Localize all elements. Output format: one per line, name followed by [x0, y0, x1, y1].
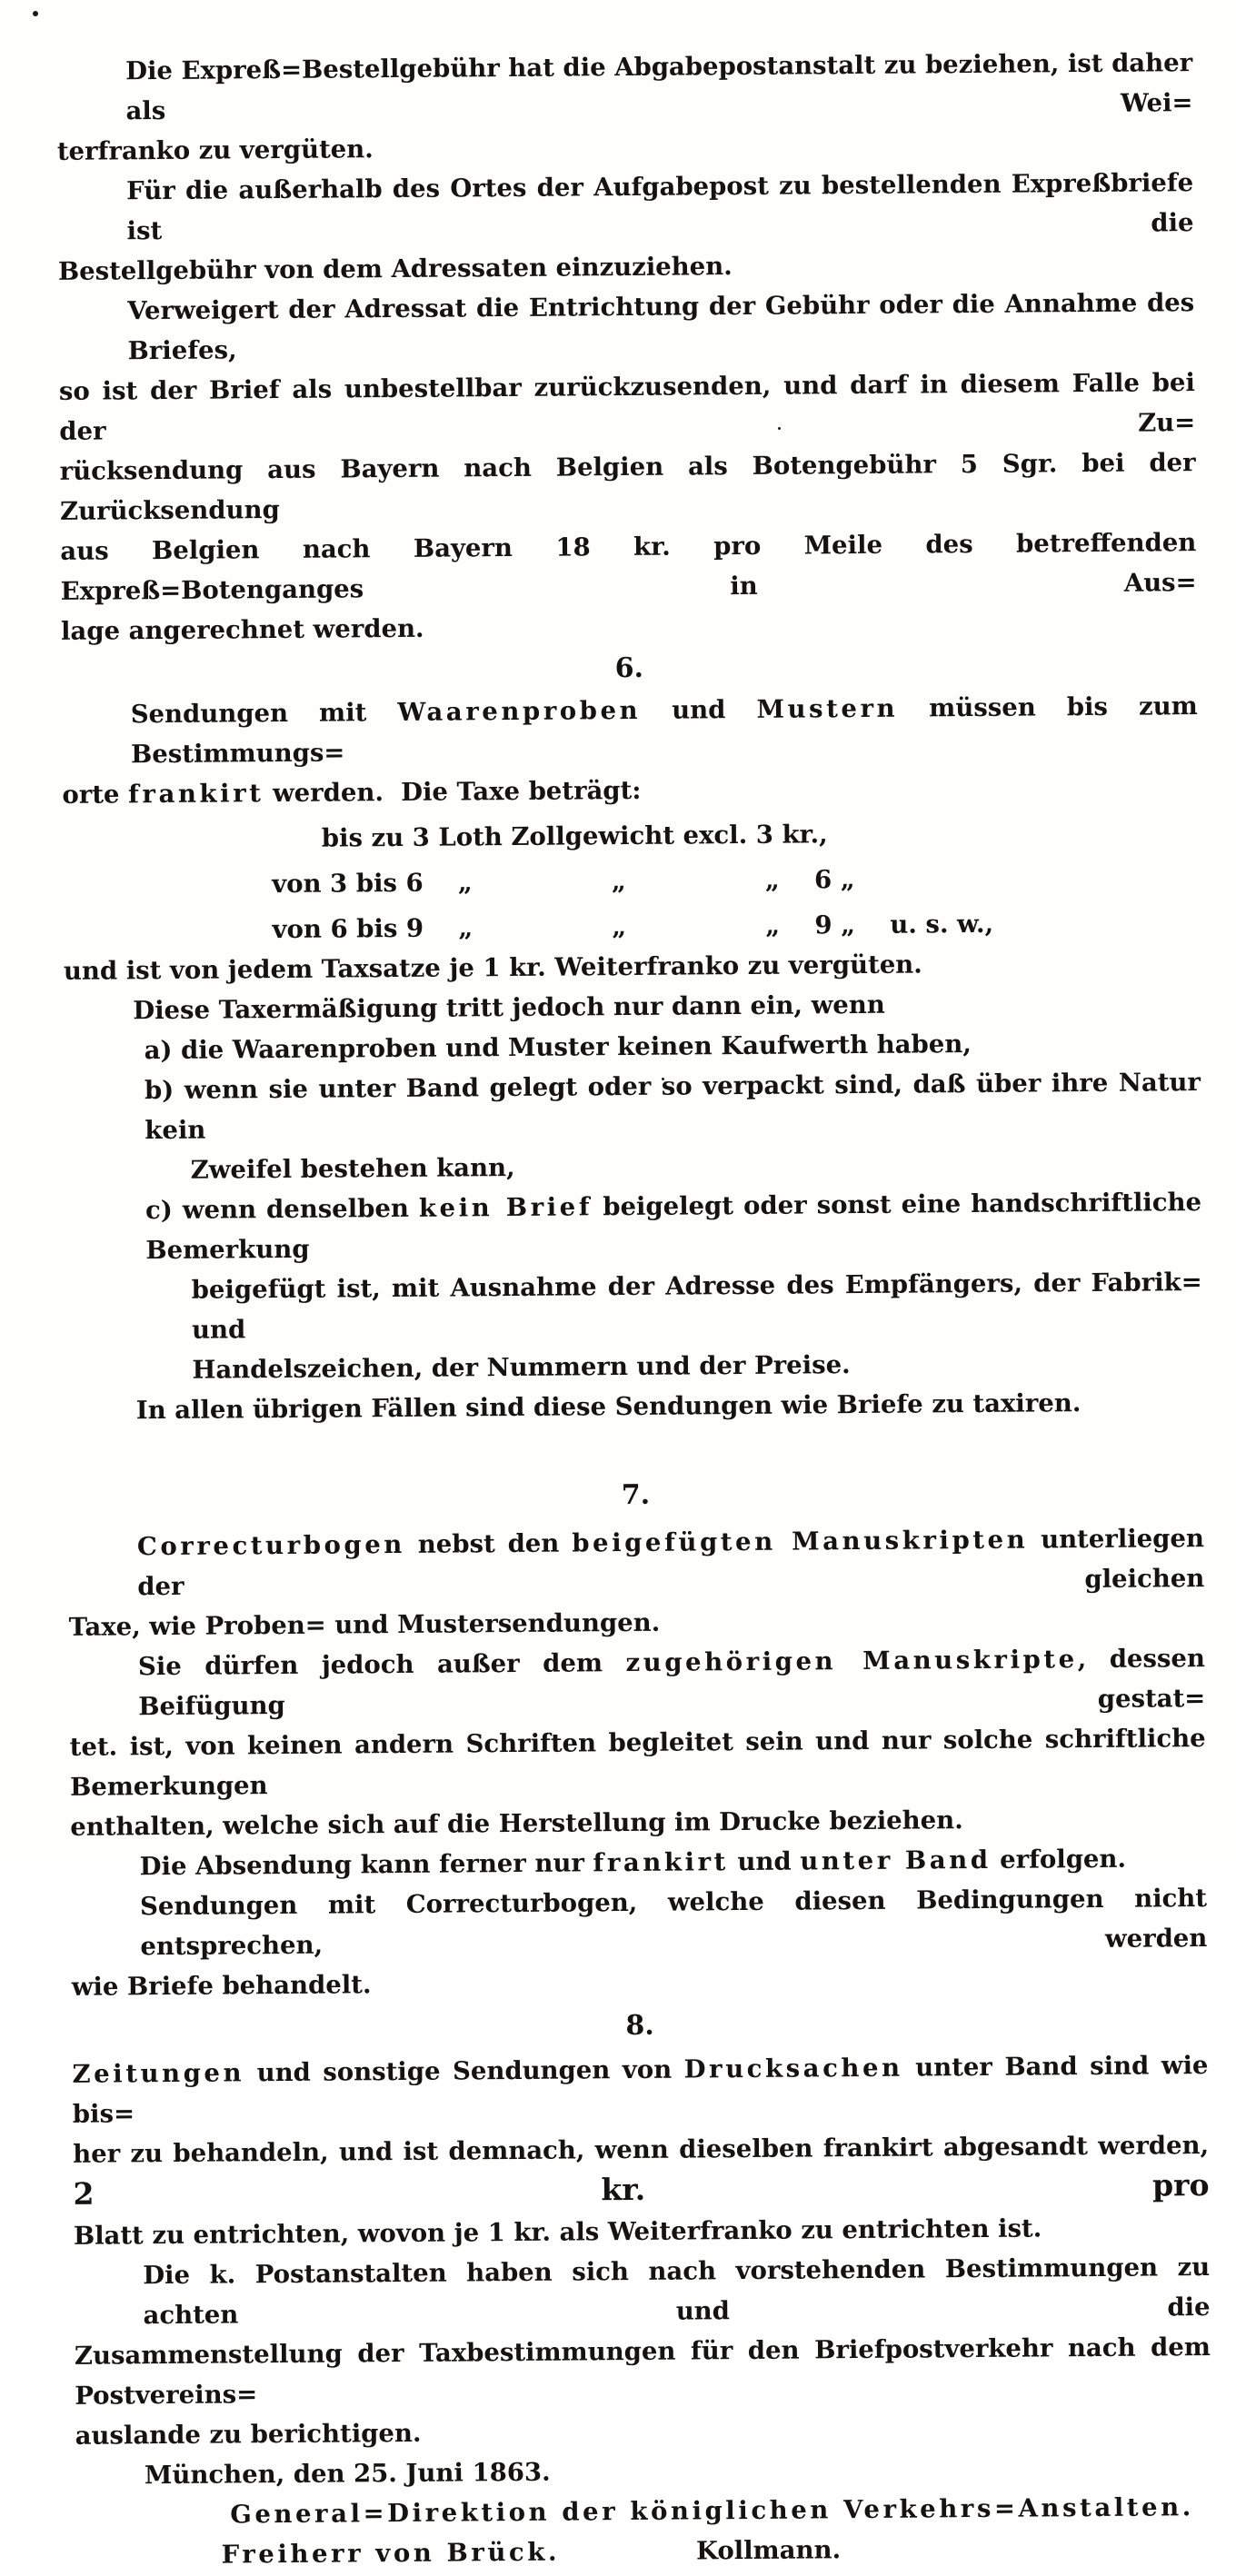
- emphasized-text: frankirt: [127, 779, 264, 810]
- text-segment: Zusammenstellung der Taxbestimmungen für den Briefpostverkehr nach dem Postvereins=: [74, 2332, 1211, 2411]
- emphasized-text: Mustern: [756, 693, 899, 724]
- text-line: [56, 43, 1193, 132]
- text-segment: , dessen Beifügung gestat=: [138, 1644, 1206, 1722]
- text-segment: auslande zu berichtigen.: [75, 2418, 422, 2451]
- section-number: 7.: [621, 1478, 651, 1512]
- emphasized-text: unter Band: [800, 1845, 992, 1876]
- text-line: [59, 443, 1196, 532]
- text-segment: a) die Waarenproben und Muster keinen Kaufwerth haben,: [144, 1029, 972, 1066]
- emphasized-text: kein Brief: [418, 1192, 593, 1223]
- section-heading-8: [72, 2002, 1208, 2051]
- text-line: [72, 1958, 1208, 2007]
- text-segment: Sie dürfen jedoch außer dem: [137, 1648, 626, 1682]
- text-segment: Taxe, wie Proben= und Mustersendungen.: [68, 1607, 661, 1642]
- emphasized-text: beigefügten Manuskripten: [572, 1525, 1029, 1558]
- text-segment: Diese Taxermäßigung tritt jedoch nur dann ein, wenn: [133, 990, 885, 1026]
- text-segment: Für die außerhalb des Ortes der Aufgabepost zu bestellenden Expreßbriefe ist die: [126, 168, 1194, 246]
- text-segment: orte: [62, 780, 129, 810]
- text-segment: Die k. Postanstalten haben sich nach vorstehenden Bestimmungen zu achten und die: [143, 2253, 1211, 2331]
- list-item-c: [65, 1182, 1202, 1271]
- text-line: [73, 2125, 1210, 2216]
- text-line: [70, 1718, 1207, 1807]
- text-segment: München, den 25. Juni 1863.: [144, 2457, 551, 2491]
- tariff-row: [63, 811, 1199, 860]
- text-segment: enthalten, welche sich auf die Herstellung im Drucke beziehen.: [70, 1805, 963, 1842]
- text-line: [62, 766, 1198, 815]
- text-segment: Die Expreß=Bestellgebühr hat die Abgabepostanstalt zu beziehen, ist daher als Wei=: [125, 48, 1193, 126]
- text-segment: und ist von jedem Taxsatze je 1 kr. Weiterfranko zu vergüten.: [63, 950, 922, 986]
- text-segment: müssen bis zum Bestimmungs=: [130, 691, 1198, 770]
- text-segment: bis zu 3 Loth Zollgewicht excl. 3 kr.,: [321, 820, 828, 853]
- text-segment: aus Belgien nach Bayern 18 kr. pro Meile des betreffenden Expreß=Botenganges in Aus=: [60, 528, 1197, 606]
- emphasized-text: Zeitungen: [72, 2058, 245, 2089]
- text-segment: und sonstige Sendungen von: [244, 2054, 684, 2088]
- text-segment: von 6 bis 9 „ „ „ 9 „ u. s. w.,: [272, 909, 994, 945]
- text-segment: Handelszeichen, der Nummern und der Preise.: [192, 1350, 851, 1385]
- text-segment: b) wenn sie unter Band gelegt oder so verpackt sind, daß über ihre Natur kein: [144, 1068, 1201, 1146]
- text-segment: Sendungen mit: [130, 697, 398, 730]
- emphasized-text: Correcturbogen: [136, 1529, 406, 1562]
- list-item-c-continuation: [66, 1262, 1203, 1351]
- section-heading-7: [67, 1471, 1203, 1520]
- text-line: [75, 2327, 1211, 2416]
- text-segment: Zweifel bestehen kann,: [190, 1152, 515, 1185]
- page-content: [56, 43, 1212, 2576]
- text-segment: erfolgen.: [991, 1844, 1127, 1875]
- text-segment: und: [728, 1846, 801, 1877]
- text-segment: her zu behandeln, und ist demnach, wenn dieselben frankirt abgesandt werden,: [73, 2131, 1210, 2169]
- tariff-row: [63, 857, 1199, 906]
- text-segment: unterliegen der gleichen: [137, 1524, 1205, 1602]
- text-line: [74, 2247, 1211, 2336]
- text-segment: General=Direktion der königlichen Verkehrs=Anstalten.: [230, 2492, 1195, 2530]
- emphasized-text: Waarenproben: [397, 695, 642, 727]
- signature-row: [75, 2527, 1211, 2576]
- signature-left: Freiherr von Brück.: [221, 2537, 561, 2570]
- section-heading-6: [61, 644, 1197, 693]
- emphasized-text: Drucksachen: [683, 2053, 903, 2084]
- text-segment: rücksendung aus Bayern nach Belgien als Botengebühr 5 Sgr. bei der Zurücksendung: [59, 448, 1196, 526]
- text-line: [68, 1518, 1205, 1607]
- text-segment: nebst den: [404, 1528, 573, 1559]
- section-number: 8.: [625, 2009, 654, 2043]
- emphasized-text: frankirt: [593, 1847, 730, 1878]
- text-segment: und: [641, 694, 757, 725]
- text-line: [61, 602, 1197, 651]
- text-segment: von 3 bis 6 „ „ „ 6 „: [272, 865, 855, 900]
- text-segment: Blatt zu entrichten, wovon je 1 kr. als Weiterfranko zu entrichten ist.: [73, 2213, 1042, 2251]
- text-segment: beigefügt ist, mit Ausnahme der Adresse des Empfängers, der Fabrik= und: [191, 1268, 1202, 1345]
- text-segment: c) wenn denselben: [145, 1193, 420, 1226]
- text-line: [58, 283, 1195, 372]
- text-segment: werden. Die Taxe beträgt:: [264, 775, 642, 809]
- list-item-b: [65, 1062, 1201, 1151]
- text-segment: wie Briefe behandelt.: [71, 1970, 372, 2002]
- text-segment: unter Band sind wie bis=: [72, 2051, 1209, 2129]
- text-segment: Bestellgebühr von dem Adressaten einzuziehen.: [57, 252, 733, 286]
- emphasized-text: zugehörigen Manuskripte: [625, 1645, 1078, 1678]
- text-line: [57, 163, 1194, 252]
- text-segment: Sendungen mit Correcturbogen, welche diesen Bedingungen nicht entsprechen, werden: [139, 1884, 1208, 1962]
- section-number: 6.: [614, 651, 644, 685]
- text-segment: In allen übrigen Fällen sind diese Sendungen wie Briefe zu taxiren.: [135, 1388, 1082, 1426]
- text-line: [59, 363, 1196, 452]
- text-segment: beigelegt oder sonst eine handschriftliche Bemerkung: [145, 1188, 1202, 1266]
- text-line: [72, 2045, 1209, 2134]
- text-line: [62, 686, 1199, 775]
- scan-speck: [33, 11, 38, 16]
- text-segment: tet. ist, von keinen andern Schriften begleitet sein und nur solche schriftliche Bemerkungen: [69, 1724, 1206, 1802]
- text-line: [71, 1878, 1208, 1967]
- text-segment: so ist der Brief als unbestellbar zurückzusenden, und darf in diesem Falle bei der Zu=: [58, 368, 1196, 446]
- text-segment: terfranko zu vergüten.: [56, 134, 374, 166]
- text-line: [60, 522, 1197, 612]
- text-segment: lage angerechnet werden.: [60, 613, 424, 646]
- emphasized-text: 2 kr. pro: [73, 2167, 1210, 2212]
- text-line: [69, 1638, 1206, 1727]
- text-segment: Verweigert der Adressat die Entrichtung der Gebühr oder die Annahme des Briefes,: [127, 288, 1195, 366]
- text-line: [67, 1382, 1203, 1431]
- text-segment: Die Absendung kann ferner nur: [139, 1848, 593, 1882]
- signature-right: Kollmann.: [695, 2535, 842, 2566]
